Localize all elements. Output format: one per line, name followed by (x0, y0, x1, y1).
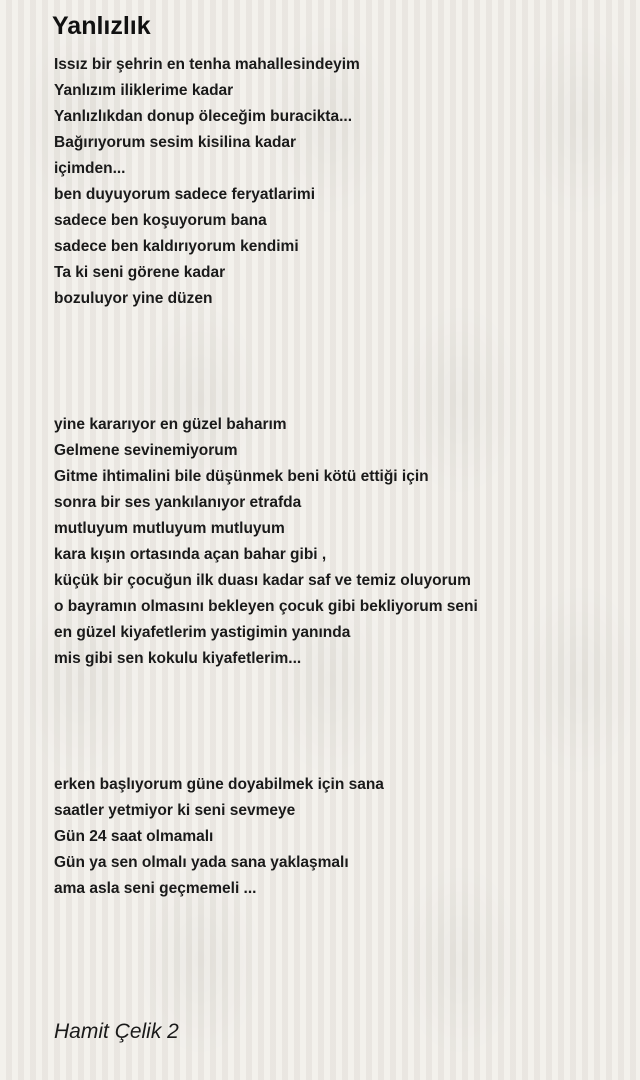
poem-line: Yanlızlıkdan donup öleceğim buracikta... (54, 108, 353, 125)
poem-line: saatler yetmiyor ki seni sevmeye (54, 802, 296, 819)
poem-line: Gün ya sen olmalı yada sana yaklaşmalı (54, 854, 349, 871)
poem-line: ben duyuyorum sadece feryatlarimi (54, 186, 316, 203)
poem-line: yine kararıyor en güzel baharım (54, 416, 287, 433)
poem-line: ama asla seni geçmemeli ... (54, 880, 257, 897)
poem-line: içimden... (54, 160, 126, 177)
stanza-2 (54, 412, 478, 672)
stanza-1 (54, 52, 360, 312)
poem-line: Yanlızım iliklerime kadar (54, 82, 234, 99)
poem-line: o bayramın olmasını bekleyen çocuk gibi bekliyorum seni (54, 598, 478, 615)
poem-line: erken başlıyorum güne doyabilmek için sana (54, 776, 384, 793)
poem-line: Issız bir şehrin en tenha mahallesindeyim (54, 56, 360, 73)
poem-author: Hamit Çelik 2 (54, 1020, 179, 1043)
poem-line: Bağırıyorum sesim kisilina kadar (54, 134, 297, 151)
stanza-3 (54, 772, 384, 902)
poem-line: Ta ki seni görene kadar (54, 264, 226, 281)
poem-line: Gelmene sevinemiyorum (54, 442, 238, 459)
poem-line: sadece ben koşuyorum bana (54, 212, 267, 229)
poem-line: en güzel kiyafetlerim yastigimin yanında (54, 624, 351, 641)
poem-line: mis gibi sen kokulu kiyafetlerim... (54, 650, 302, 667)
poem-line: küçük bir çocuğun ilk duası kadar saf ve temiz oluyorum (54, 572, 471, 589)
poem-title: Yanlızlık (52, 12, 151, 40)
poem-line: Gitme ihtimalini bile düşünmek beni kötü ettiği için (54, 468, 429, 485)
poem-line: sadece ben kaldırıyorum kendimi (54, 238, 299, 255)
poem-line: bozuluyor yine düzen (54, 290, 213, 307)
poem-line: kara kışın ortasında açan bahar gibi , (54, 546, 327, 563)
poem-line: sonra bir ses yankılanıyor etrafda (54, 494, 302, 511)
poem-line: mutluyum mutluyum mutluyum (54, 520, 285, 537)
poem-line: Gün 24 saat olmamalı (54, 828, 214, 845)
